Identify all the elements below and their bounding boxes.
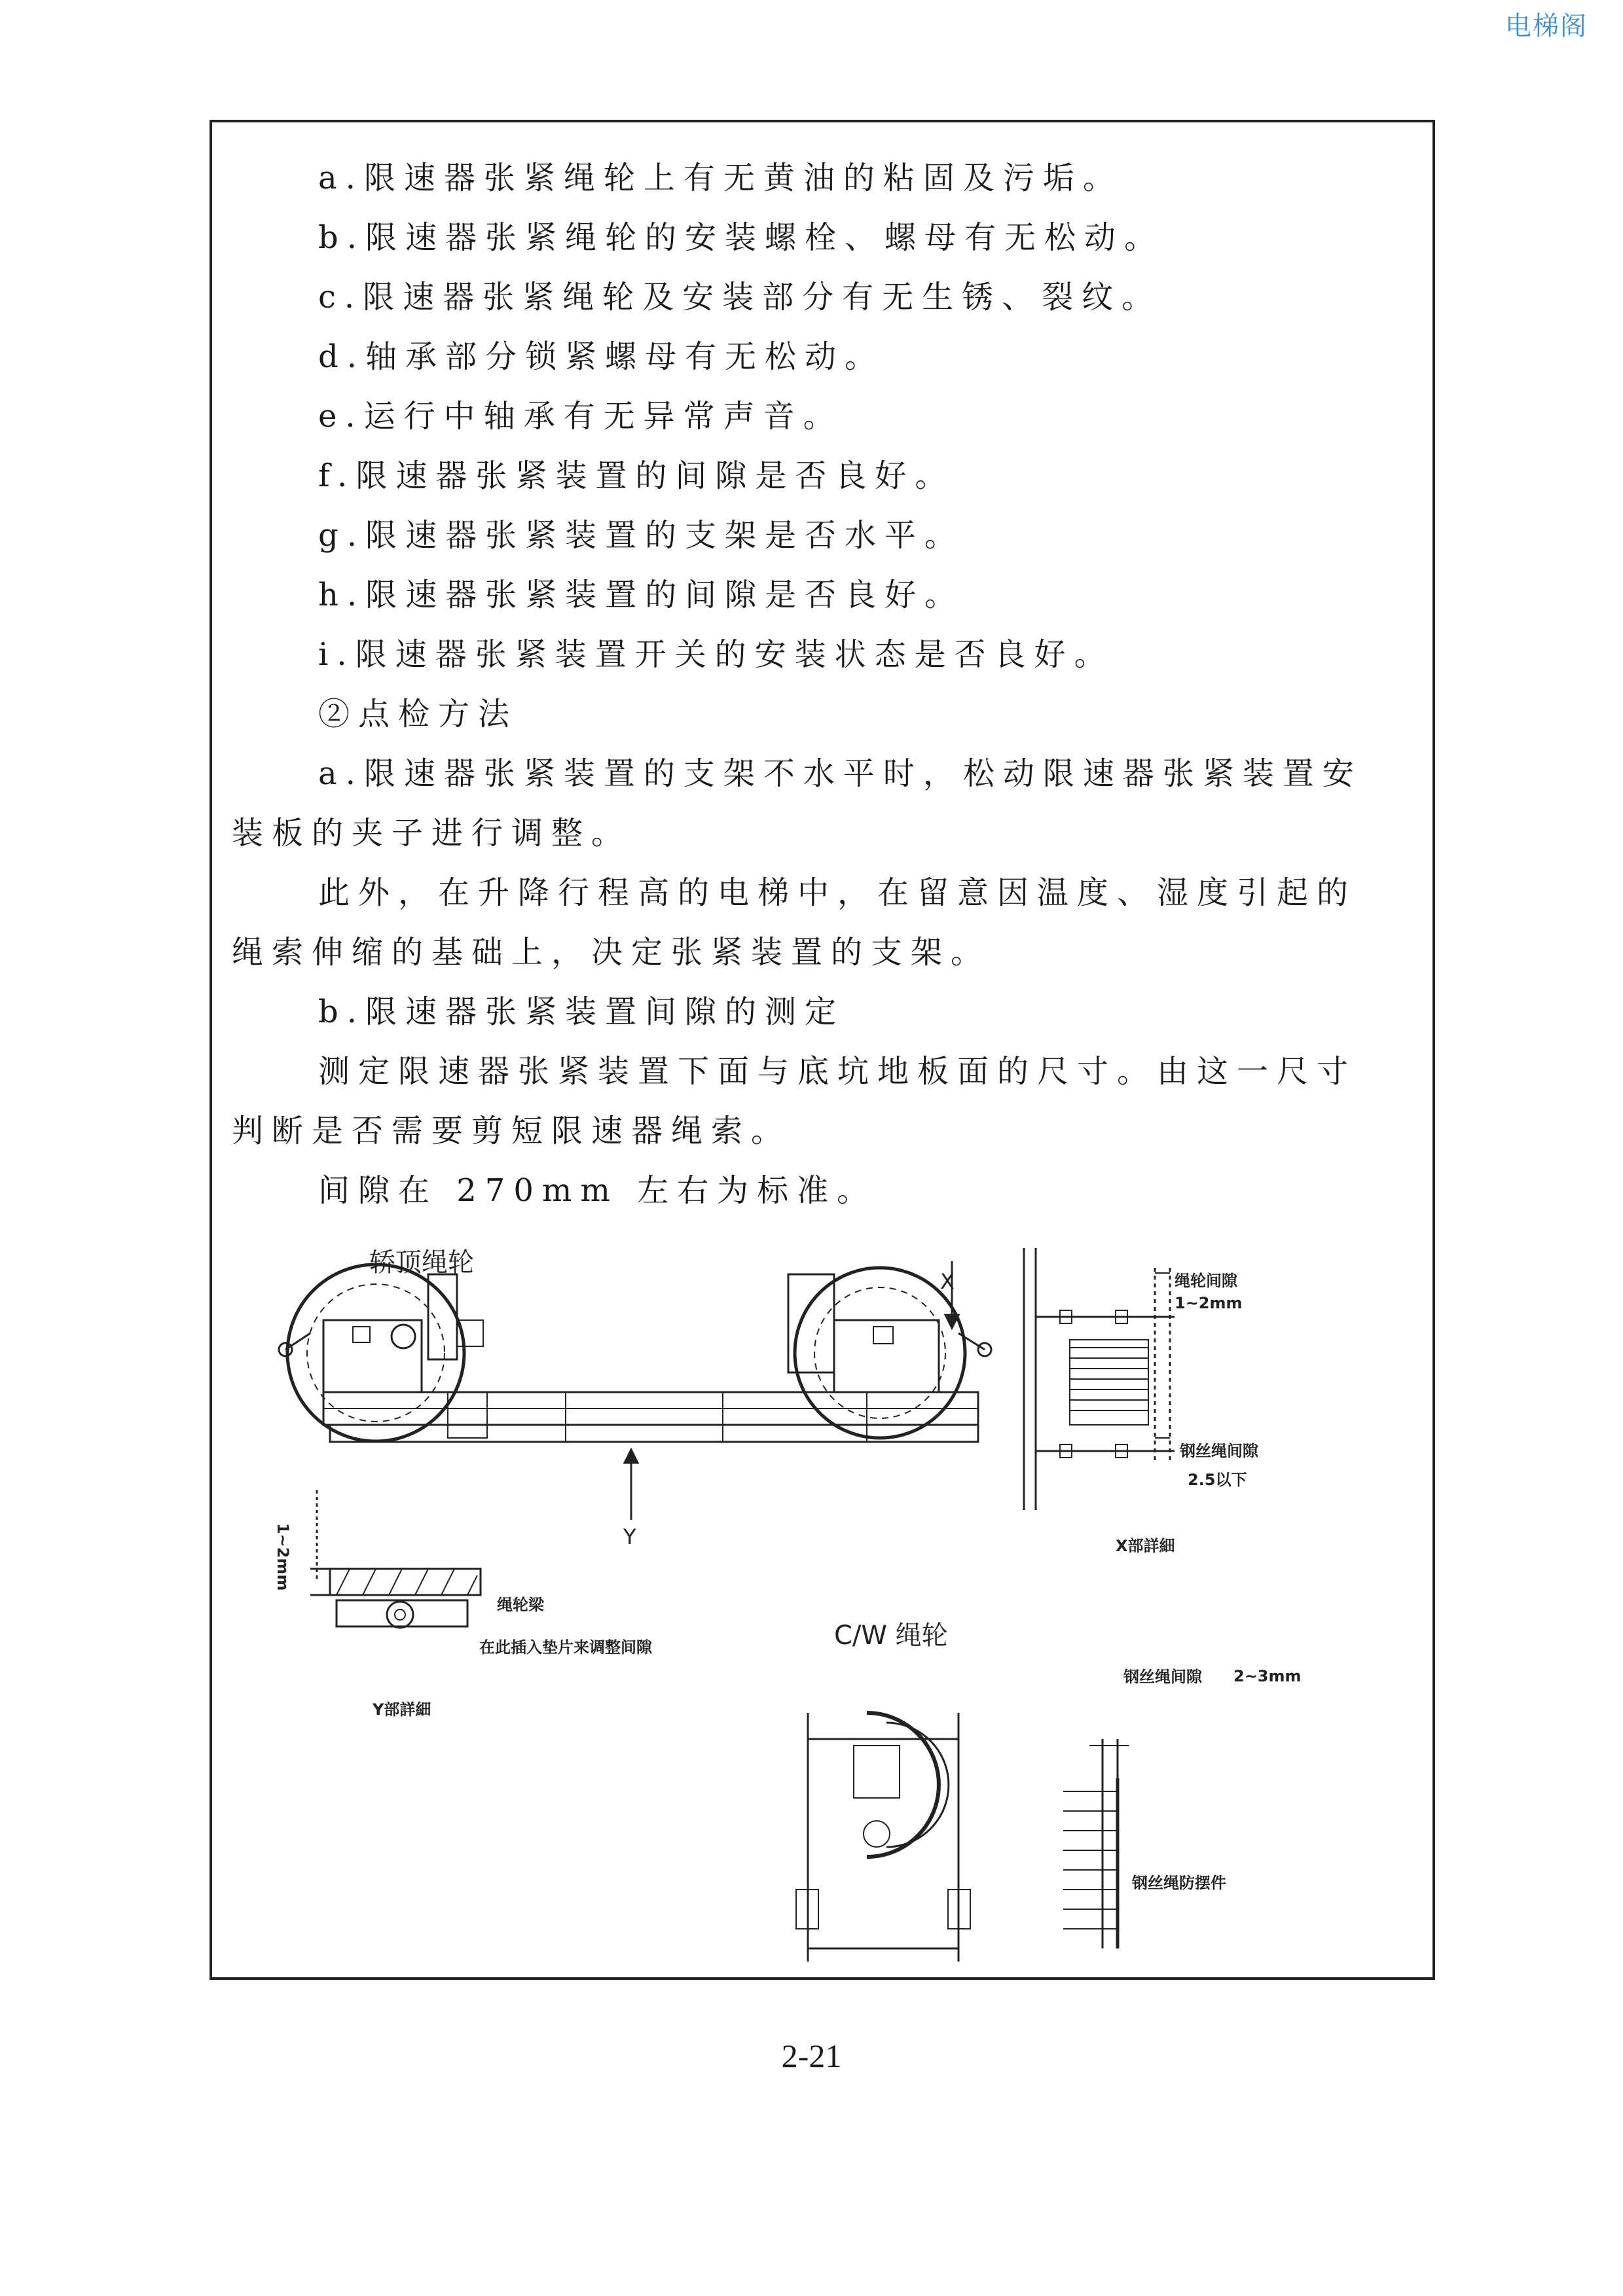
x-arrow-label: X	[940, 1269, 955, 1294]
wire-gap-value: 2.5以下	[1188, 1471, 1247, 1489]
cw-sheave-title: C/W 绳轮	[834, 1621, 948, 1651]
shim-label: 在此插入垫片来调整间隙	[479, 1638, 652, 1657]
cw-detail-drawing	[1063, 1739, 1129, 1948]
x-detail-drawing	[1024, 1248, 1175, 1510]
y-detail-label: Y部詳細	[373, 1700, 431, 1719]
cw-sheave-drawing	[796, 1713, 970, 1962]
cw-gap-value: 2~3mm	[1233, 1667, 1302, 1685]
check-item-i: i.限速器张紧装置开关的安装状态是否良好。	[318, 636, 1114, 673]
method-b-heading: b.限速器张紧装置间隙的测定	[318, 994, 845, 1030]
section-heading: ②点检方法	[318, 696, 519, 732]
y-arrow-label: Y	[623, 1524, 636, 1549]
method-b-line2: 判断是否需要剪短限速器绳索。	[232, 1113, 792, 1149]
beam-label: 绳轮梁	[497, 1596, 544, 1614]
car-top-sheave-title: 轿顶绳轮	[369, 1247, 474, 1278]
cw-guard-label: 钢丝绳防摆件	[1132, 1874, 1226, 1892]
y-detail-drawing	[310, 1490, 481, 1628]
cw-gap-label: 钢丝绳间隙	[1123, 1668, 1202, 1686]
check-item-h: h.限速器张紧装置的间隙是否良好。	[318, 577, 965, 613]
note-line2: 绳索伸缩的基础上，决定张紧装置的支架。	[232, 934, 991, 971]
content-frame	[210, 120, 1435, 1980]
method-b-line1: 测定限速器张紧装置下面与底坑地板面的尺寸。由这一尺寸	[318, 1053, 1357, 1090]
note-line1: 此外，在升降行程高的电梯中，在留意因温度、湿度引起的	[318, 874, 1357, 911]
method-a-line1: a.限速器张紧装置的支架不水平时，松动限速器张紧装置安	[318, 755, 1362, 792]
watermark: 电梯阁	[1505, 11, 1588, 41]
page-number: 2-21	[781, 2037, 842, 2074]
x-detail-label: X部詳細	[1116, 1537, 1175, 1555]
check-item-c: c.限速器张紧绳轮及安装部分有无生锈、裂纹。	[318, 279, 1162, 315]
rope-gap-label: 绳轮间隙	[1175, 1272, 1237, 1290]
check-item-d: d.轴承部分锁紧螺母有无松动。	[318, 338, 884, 375]
body-text	[232, 149, 1410, 1221]
side-gap-dimension: 1~2mm	[274, 1523, 292, 1591]
wire-gap-label: 钢丝绳间隙	[1180, 1442, 1258, 1460]
standard-gap: 间隙在 270mm 左右为标准。	[318, 1172, 877, 1209]
check-item-e: e.运行中轴承有无异常声音。	[318, 398, 843, 435]
car-top-sheave-drawing	[279, 1261, 991, 1520]
technical-figure	[212, 1242, 1434, 1968]
check-item-b: b.限速器张紧绳轮的安装螺栓、螺母有无松动。	[318, 219, 1164, 256]
check-item-f: f.限速器张紧装置的间隙是否良好。	[318, 457, 955, 494]
figure-drawing	[212, 1242, 1434, 1968]
rope-gap-value: 1~2mm	[1175, 1294, 1243, 1312]
check-item-a: a.限速器张紧绳轮上有无黄油的粘固及污垢。	[318, 160, 1123, 196]
check-item-g: g.限速器张紧装置的支架是否水平。	[318, 517, 964, 554]
method-a-line2: 装板的夹子进行调整。	[232, 815, 632, 852]
